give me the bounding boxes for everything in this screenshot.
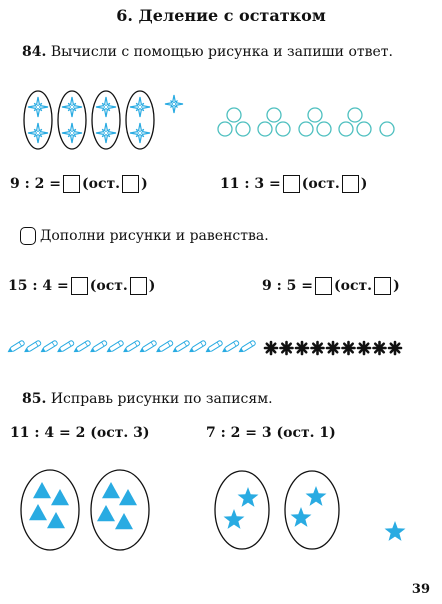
equation-15-div-4 <box>8 277 155 295</box>
sparkle-groups-picture <box>18 86 208 156</box>
page-number: 39 <box>411 582 430 597</box>
circle-shape <box>227 108 241 122</box>
sparkle-icon <box>130 123 150 143</box>
oval-outline <box>21 470 79 550</box>
equation-expression: 9 : 2 = <box>10 176 62 192</box>
asterisk-icon <box>265 342 277 354</box>
answer-box[interactable] <box>315 277 332 295</box>
circle-shape <box>218 122 232 136</box>
circle-shape <box>317 122 331 136</box>
answer-box[interactable] <box>71 277 88 295</box>
asterisk-icon <box>358 342 370 354</box>
task-84-heading <box>22 44 393 60</box>
triangle-groups-picture <box>14 466 164 556</box>
oval-outline <box>215 471 269 549</box>
pen-icon <box>56 340 75 354</box>
pen-icon <box>39 340 58 354</box>
asterisks-picture <box>264 338 414 358</box>
rounded-square-icon <box>20 227 36 245</box>
pen-icon <box>72 340 91 354</box>
pen-icon <box>171 340 190 354</box>
equation-11-div-4: 11 : 4 = 2 (ост. 3) <box>10 425 150 441</box>
star-shape <box>291 507 312 527</box>
pen-icon <box>155 340 174 354</box>
circle-shape <box>258 122 272 136</box>
triangle-shape <box>51 489 69 505</box>
pen-icon <box>23 340 42 354</box>
circle-shape <box>299 122 313 136</box>
sparkle-icon <box>96 123 116 143</box>
triangle-shape <box>115 513 133 529</box>
circle-shape <box>380 122 394 136</box>
subtask-heading <box>20 227 269 245</box>
close-paren: ) <box>393 278 400 294</box>
pen-icon <box>204 340 223 354</box>
circle-shape <box>276 122 290 136</box>
equation-7-div-2: 7 : 2 = 3 (ост. 1) <box>206 425 336 441</box>
pen-icon <box>105 340 124 354</box>
equation-expression: 9 : 5 = <box>262 278 314 294</box>
close-paren: ) <box>141 176 148 192</box>
task-85-number: 85. <box>22 391 47 407</box>
triangle-shape <box>119 489 137 505</box>
circle-shape <box>267 108 281 122</box>
answer-box[interactable] <box>283 175 300 193</box>
sparkle-icon <box>28 97 48 117</box>
remainder-label: (ост. <box>334 278 373 294</box>
star-shape <box>306 486 327 506</box>
sparkle-icon <box>96 97 116 117</box>
answer-box[interactable] <box>63 175 80 193</box>
asterisk-icon <box>327 342 339 354</box>
equation-9-div-2 <box>10 175 148 193</box>
circle-shape <box>357 122 371 136</box>
close-paren: ) <box>360 176 368 192</box>
asterisk-icon <box>343 342 355 354</box>
remainder-box[interactable] <box>130 277 147 295</box>
remainder-label: (ост. <box>301 176 340 192</box>
circle-shape <box>308 108 322 122</box>
oval-outline <box>285 471 339 549</box>
pen-icon <box>188 340 207 354</box>
asterisk-icon <box>374 342 386 354</box>
sparkle-icon <box>28 123 48 143</box>
pen-icon <box>221 340 240 354</box>
triangle-shape <box>97 505 115 521</box>
pens-picture <box>5 338 265 358</box>
asterisk-icon <box>312 342 324 354</box>
remainder-box[interactable] <box>374 277 391 295</box>
pen-icon <box>89 340 108 354</box>
task-84-number: 84. <box>22 44 47 60</box>
star-shape <box>238 487 259 507</box>
circles-picture <box>215 100 415 160</box>
page-title: 6. Деление с остатком <box>116 6 326 25</box>
triangle-shape <box>102 482 120 498</box>
remainder-box[interactable] <box>122 175 139 193</box>
circle-shape <box>236 122 250 136</box>
sparkle-icon <box>62 97 82 117</box>
sparkle-icon <box>130 97 150 117</box>
oval-outline <box>91 470 149 550</box>
asterisk-icon <box>389 342 401 354</box>
close-paren: ) <box>148 278 156 294</box>
asterisk-icon <box>281 342 293 354</box>
remainder-label: (ост. <box>89 278 128 294</box>
remainder-box[interactable] <box>342 175 359 193</box>
circle-shape <box>348 108 362 122</box>
equation-expression: 11 : 3 = <box>220 176 281 192</box>
equation-expression: 15 : 4 = <box>8 278 69 294</box>
pen-icon <box>122 340 141 354</box>
task-84-text: Вычисли с помощью рисунка и запиши ответ. <box>50 44 393 60</box>
sparkle-icon <box>165 95 183 113</box>
star-shape <box>385 521 406 541</box>
task-85-heading <box>22 391 273 407</box>
task-85-text: Исправь рисунки по записям. <box>50 391 273 407</box>
pen-icon <box>237 340 256 354</box>
triangle-shape <box>29 504 47 520</box>
remainder-label: (ост. <box>82 176 121 192</box>
sparkle-icon <box>62 123 82 143</box>
triangle-shape <box>33 482 51 498</box>
triangle-shape <box>47 512 65 528</box>
pen-icon <box>6 340 25 354</box>
circle-shape <box>339 122 353 136</box>
subtask-text: Дополни рисунки и равенства. <box>40 228 269 244</box>
equation-9-div-5 <box>262 277 400 295</box>
equation-11-div-3 <box>220 175 367 193</box>
asterisk-icon <box>296 342 308 354</box>
pen-icon <box>138 340 157 354</box>
star-groups-picture <box>212 464 412 564</box>
star-shape <box>224 509 245 529</box>
